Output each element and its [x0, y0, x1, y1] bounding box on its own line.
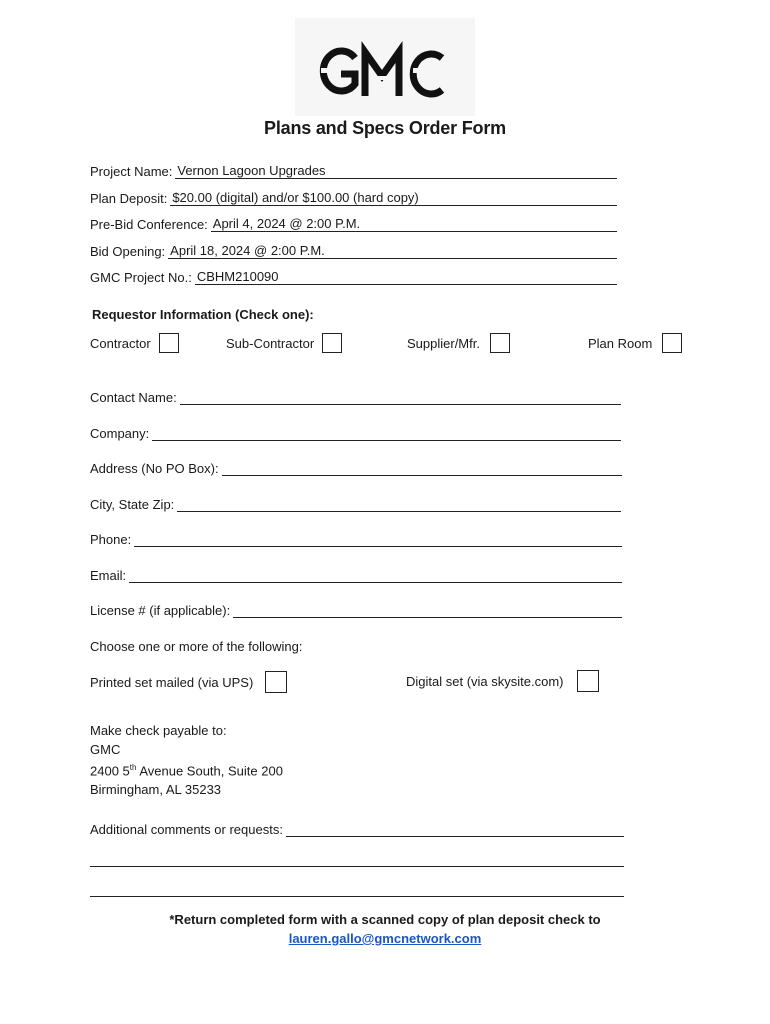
field-value-line[interactable]: [195, 269, 617, 285]
field-label: City, State Zip:: [90, 497, 175, 512]
field-label: Contact Name:: [90, 390, 177, 405]
email-field: [90, 567, 622, 583]
field-label: Pre-Bid Conference:: [90, 217, 208, 232]
field-label: Additional comments or requests:: [90, 822, 283, 837]
field-value: April 18, 2024 @ 2:00 P.M.: [170, 243, 325, 258]
phone-input[interactable]: [134, 531, 622, 547]
printed-set-option: [90, 671, 287, 693]
requestor-option-plan-room: [588, 333, 682, 353]
payable-street: 2400 5th Avenue South, Suite 200: [90, 763, 283, 779]
gmc-project-no-field: [90, 269, 617, 285]
field-label: Phone:: [90, 532, 132, 547]
field-label: License # (if applicable):: [90, 603, 231, 618]
return-instructions: *Return completed form with a scanned copy of plan deposit check to: [169, 912, 601, 927]
comments-input-line-3[interactable]: [90, 896, 624, 897]
choose-heading: Choose one or more of the following:: [90, 639, 303, 654]
city-state-zip-input[interactable]: [177, 496, 621, 512]
requestor-option-subcontractor: [226, 333, 342, 353]
company-field: [90, 425, 621, 441]
option-label: Digital set (via skysite.com): [406, 673, 564, 689]
address-field: [90, 460, 622, 476]
payable-line: Make check payable to:: [90, 723, 227, 738]
gmc-logo-mark: [295, 18, 475, 116]
pre-bid-conference-field: [90, 216, 617, 232]
option-label: Plan Room: [588, 335, 653, 351]
subcontractor-checkbox[interactable]: [322, 333, 342, 353]
city-state-zip-field: [90, 496, 621, 512]
contractor-checkbox[interactable]: [159, 333, 179, 353]
field-value-line[interactable]: [211, 216, 617, 232]
digital-set-checkbox[interactable]: [577, 670, 599, 692]
field-value: CBHM210090: [196, 269, 279, 284]
contact-name-input[interactable]: [180, 389, 621, 405]
option-label: Sub-Contractor: [226, 335, 315, 351]
form-title: Plans and Specs Order Form: [264, 118, 506, 138]
email-link[interactable]: lauren.gallo@gmcnetwork.com: [288, 931, 482, 946]
footer-note: [0, 910, 770, 948]
field-value-line[interactable]: [168, 243, 617, 259]
field-label: Bid Opening:: [90, 244, 166, 259]
comments-input-line-1[interactable]: [286, 821, 624, 837]
option-label: Supplier/Mfr.: [407, 335, 480, 351]
field-label: Email:: [90, 568, 127, 583]
license-field: [90, 602, 622, 618]
gmc-logo: [295, 18, 475, 116]
field-label: Company:: [90, 426, 150, 441]
digital-set-option: [406, 670, 599, 692]
field-label: Project Name:: [90, 164, 173, 179]
plan-room-checkbox[interactable]: [662, 333, 682, 353]
field-label: Address (No PO Box):: [90, 461, 219, 476]
comments-field: [90, 821, 624, 837]
printed-set-checkbox[interactable]: [265, 671, 287, 693]
contact-name-field: [90, 389, 621, 405]
field-value-line[interactable]: [170, 190, 617, 206]
option-label: Printed set mailed (via UPS): [90, 674, 254, 690]
company-input[interactable]: [152, 425, 621, 441]
email-input[interactable]: [129, 567, 622, 583]
phone-field: [90, 531, 622, 547]
address-input[interactable]: [222, 460, 622, 476]
payable-address: [90, 722, 283, 799]
field-label: GMC Project No.:: [90, 270, 192, 285]
requestor-heading: Requestor Information (Check one):: [92, 307, 314, 322]
requestor-option-contractor: [90, 333, 179, 353]
plan-deposit-field: [90, 190, 617, 206]
field-value: April 4, 2024 @ 2:00 P.M.: [212, 216, 361, 231]
field-value: Vernon Lagoon Upgrades: [177, 163, 326, 178]
supplier-checkbox[interactable]: [490, 333, 510, 353]
field-label: Plan Deposit:: [90, 191, 168, 206]
payable-company: GMC: [90, 741, 121, 757]
comments-input-line-2[interactable]: [90, 866, 624, 867]
option-label: Contractor: [90, 335, 151, 351]
requestor-option-supplier: [407, 333, 510, 353]
project-name-field: [90, 163, 617, 179]
field-value-line[interactable]: [175, 163, 617, 179]
bid-opening-field: [90, 243, 617, 259]
field-value: $20.00 (digital) and/or $100.00 (hard copy): [172, 190, 419, 205]
payable-city: Birmingham, AL 35233: [90, 781, 222, 797]
license-input[interactable]: [233, 602, 622, 618]
